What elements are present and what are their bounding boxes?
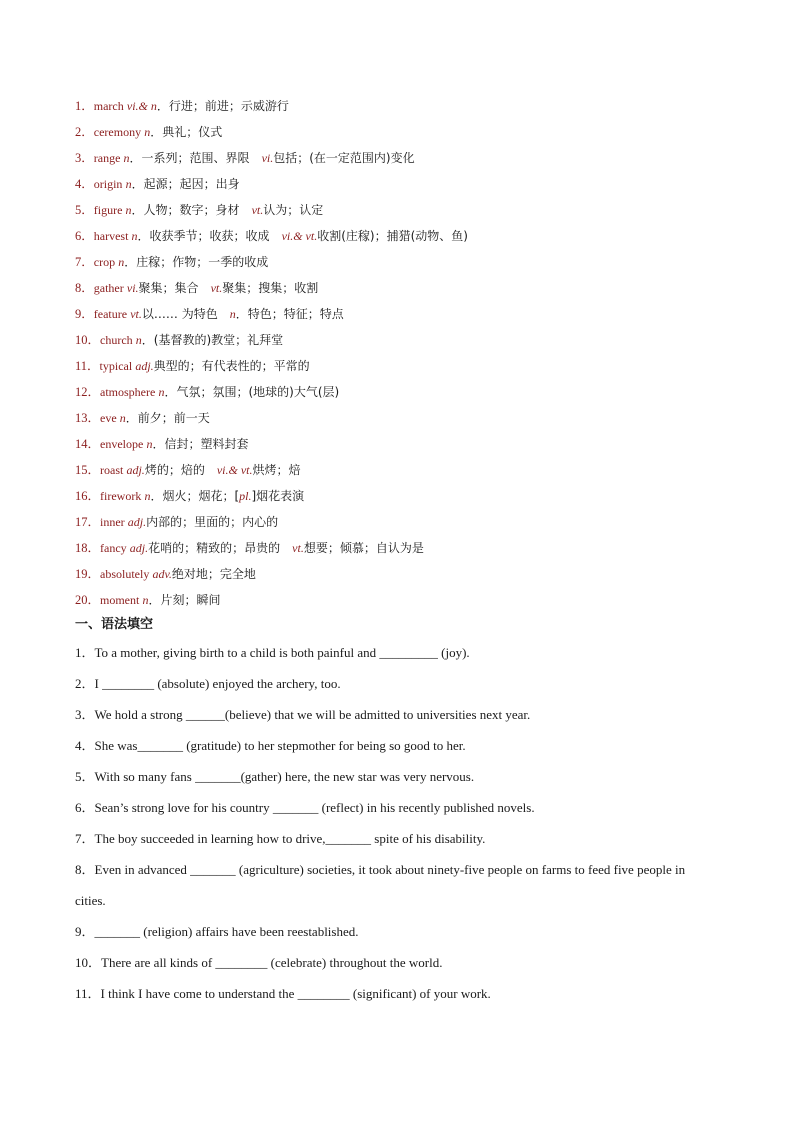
- vocab-definition-2: 收割(庄稼)；捕猎(动物、鱼): [317, 229, 468, 243]
- vocab-item: [75, 457, 755, 483]
- vocab-part-of-speech: adj.: [129, 541, 149, 555]
- vocab-definition-2: ．特色；特征；特点: [235, 307, 344, 321]
- vocab-definition-2: ]烟花表演: [251, 489, 305, 503]
- vocab-item: [75, 353, 755, 379]
- exercise-item: 7．The boy succeeded in learning how to drive,_______ spite of his disability.: [75, 831, 486, 846]
- exercise-list: [75, 637, 715, 1009]
- exercise-item: 5．With so many fans _______(gather) here, the new star was very nervous.: [75, 769, 475, 784]
- vocab-part-of-speech: vi.& n: [126, 99, 157, 113]
- vocab-definition-2: 烘烤；焙: [252, 463, 301, 477]
- exercise-item: 8．Even in advanced _______ (agriculture) societies, it took about ninety-five people on farms to feed five people in cities.: [75, 862, 686, 908]
- vocab-definition: 绝对地；完全地: [171, 567, 256, 581]
- vocab-part-of-speech: adj.: [127, 515, 147, 529]
- vocab-number: 15．: [75, 463, 101, 477]
- vocab-word: feature: [93, 307, 128, 321]
- vocab-word: church: [100, 333, 133, 347]
- vocab-word: harvest: [93, 229, 129, 243]
- vocab-item: [75, 145, 755, 171]
- vocab-definition: ．收获季节；收获；收成: [137, 229, 282, 243]
- vocab-word: typical: [99, 359, 133, 373]
- vocab-number: 8．: [75, 281, 94, 295]
- vocab-part-of-speech: n: [119, 411, 126, 425]
- exercise-item: 6．Sean’s strong love for his country _______ (reflect) in his recently published novels.: [75, 800, 535, 815]
- vocab-number: 13．: [75, 411, 101, 425]
- vocab-number: 20．: [75, 593, 101, 607]
- vocab-number: 19．: [75, 567, 101, 581]
- vocab-word: inner: [100, 515, 125, 529]
- vocab-item: [75, 119, 755, 145]
- vocab-part-of-speech-2: vi.& vt.: [281, 229, 318, 243]
- vocab-definition: ．庄稼；作物；一季的收成: [124, 255, 269, 269]
- vocab-definition: 花哨的；精致的；昂贵的: [148, 541, 293, 555]
- vocab-definition: ．前夕；前一天: [125, 411, 210, 425]
- vocab-number: 11．: [75, 359, 100, 373]
- exercise-item: 10．There are all kinds of ________ (celebrate) throughout the world.: [75, 955, 443, 970]
- vocab-number: 9．: [75, 307, 94, 321]
- vocab-part-of-speech: vi.: [126, 281, 139, 295]
- vocab-item: [75, 301, 755, 327]
- vocab-definition-2: 包括；(在一定范围内)变化: [273, 151, 415, 165]
- vocab-item: [75, 405, 755, 431]
- vocab-part-of-speech-2: pl.: [239, 489, 252, 503]
- vocab-definition: 聚集；集合: [138, 281, 211, 295]
- exercise-item: 9．_______ (religion) affairs have been reestablished.: [75, 924, 359, 939]
- vocab-definition: ．烟火；烟花；[: [150, 489, 240, 503]
- vocab-number: 17．: [75, 515, 101, 529]
- vocab-definition: ．气氛；氛围；(地球的)大气(层): [164, 385, 340, 399]
- vocab-definition: ．人物；数字；身材: [131, 203, 252, 217]
- vocab-number: 3．: [75, 151, 94, 165]
- vocab-word: atmosphere: [100, 385, 156, 399]
- exercise-item: 1．To a mother, giving birth to a child is both painful and _________ (joy).: [75, 645, 470, 660]
- vocab-definition: ．行进；前进；示威游行: [156, 99, 289, 113]
- vocab-part-of-speech: adj.: [135, 359, 154, 373]
- exercise-item: 11．I think I have come to understand the ________ (significant) of your work.: [75, 986, 491, 1001]
- vocab-item: [75, 483, 755, 509]
- vocab-part-of-speech: n: [144, 125, 151, 139]
- vocab-definition: ．(基督教的)教堂；礼拜堂: [141, 333, 284, 347]
- vocab-part-of-speech: n: [146, 437, 153, 451]
- vocab-item: [75, 509, 755, 535]
- vocab-definition-2: 认为；认定: [263, 203, 324, 217]
- vocab-part-of-speech: n: [144, 489, 151, 503]
- vocab-part-of-speech: n: [135, 333, 142, 347]
- vocab-item: [75, 379, 755, 405]
- vocab-part-of-speech: n: [142, 593, 149, 607]
- vocab-part-of-speech: adj.: [126, 463, 145, 477]
- vocab-number: 16．: [75, 489, 101, 503]
- vocab-part-of-speech-2: vi.: [261, 151, 274, 165]
- vocab-part-of-speech-2: n: [229, 307, 236, 321]
- vocab-item: [75, 171, 755, 197]
- vocab-word: ceremony: [93, 125, 142, 139]
- vocab-number: 10．: [75, 333, 101, 347]
- vocab-definition-2: 想要；倾慕；自认为是: [303, 541, 424, 555]
- vocab-definition: 以…… 为特色: [141, 307, 230, 321]
- vocab-number: 5．: [75, 203, 94, 217]
- vocab-definition-2: 聚集；搜集；收割: [222, 281, 319, 295]
- vocab-definition: ．典礼；仪式: [150, 125, 223, 139]
- vocab-word: crop: [93, 255, 116, 269]
- vocab-part-of-speech: vt.: [130, 307, 142, 321]
- vocab-number: 18．: [75, 541, 101, 555]
- vocab-number: 2．: [75, 125, 94, 139]
- vocab-number: 4．: [75, 177, 94, 191]
- vocab-definition: 烤的；焙的: [144, 463, 217, 477]
- vocab-definition: ．信封；塑料封套: [152, 437, 249, 451]
- vocab-definition: 内部的；里面的；内心的: [146, 515, 279, 529]
- vocab-number: 1．: [75, 99, 94, 113]
- vocab-word: roast: [100, 463, 124, 477]
- vocab-part-of-speech-2: vt.: [292, 541, 304, 555]
- exercise-item: 3．We hold a strong ______(believe) that we will be admitted to universities next year.: [75, 707, 531, 722]
- vocab-word: absolutely: [100, 567, 150, 581]
- vocab-part-of-speech: adv.: [152, 567, 172, 581]
- vocab-item: [75, 535, 755, 561]
- vocab-part-of-speech: n: [131, 229, 138, 243]
- vocabulary-list: [75, 93, 755, 613]
- vocab-word: eve: [100, 411, 117, 425]
- vocab-word: moment: [100, 593, 140, 607]
- exercise-item: 2．I ________ (absolute) enjoyed the archery, too.: [75, 676, 341, 691]
- vocab-word: figure: [93, 203, 123, 217]
- vocab-definition: 典型的；有代表性的；平常的: [153, 359, 310, 373]
- vocab-definition: ．一系列；范围、界限: [129, 151, 262, 165]
- vocab-item: [75, 249, 755, 275]
- vocab-item: [75, 431, 755, 457]
- vocab-part-of-speech: n: [125, 177, 132, 191]
- vocab-definition: ．起源；起因；出身: [131, 177, 240, 191]
- vocab-definition: ．片刻；瞬间: [148, 593, 221, 607]
- vocab-part-of-speech: n: [123, 151, 130, 165]
- vocab-part-of-speech: n: [118, 255, 125, 269]
- vocab-item: [75, 327, 755, 353]
- vocab-word: march: [93, 99, 124, 113]
- vocab-item: [75, 93, 755, 119]
- section-title: 一、语法填空: [75, 617, 154, 632]
- vocab-number: 12．: [75, 385, 101, 399]
- vocab-number: 7．: [75, 255, 94, 269]
- vocab-word: range: [93, 151, 121, 165]
- vocab-item: [75, 275, 755, 301]
- vocab-word: gather: [93, 281, 124, 295]
- vocab-part-of-speech-2: vt.: [210, 281, 223, 295]
- vocab-part-of-speech: n: [158, 385, 165, 399]
- vocab-item: [75, 561, 755, 587]
- vocab-number: 6．: [75, 229, 94, 243]
- vocab-item: [75, 587, 755, 613]
- vocab-part-of-speech-2: vi.& vt.: [216, 463, 253, 477]
- vocab-number: 14．: [75, 437, 101, 451]
- exercise-item: 4．She was_______ (gratitude) to her stepmother for being so good to her.: [75, 738, 466, 753]
- vocab-word: firework: [100, 489, 142, 503]
- vocab-word: fancy: [100, 541, 127, 555]
- vocab-word: origin: [93, 177, 123, 191]
- vocab-word: envelope: [100, 437, 144, 451]
- vocab-part-of-speech-2: vt.: [251, 203, 264, 217]
- vocab-part-of-speech: n: [125, 203, 132, 217]
- vocab-item: [75, 223, 755, 249]
- vocab-item: [75, 197, 755, 223]
